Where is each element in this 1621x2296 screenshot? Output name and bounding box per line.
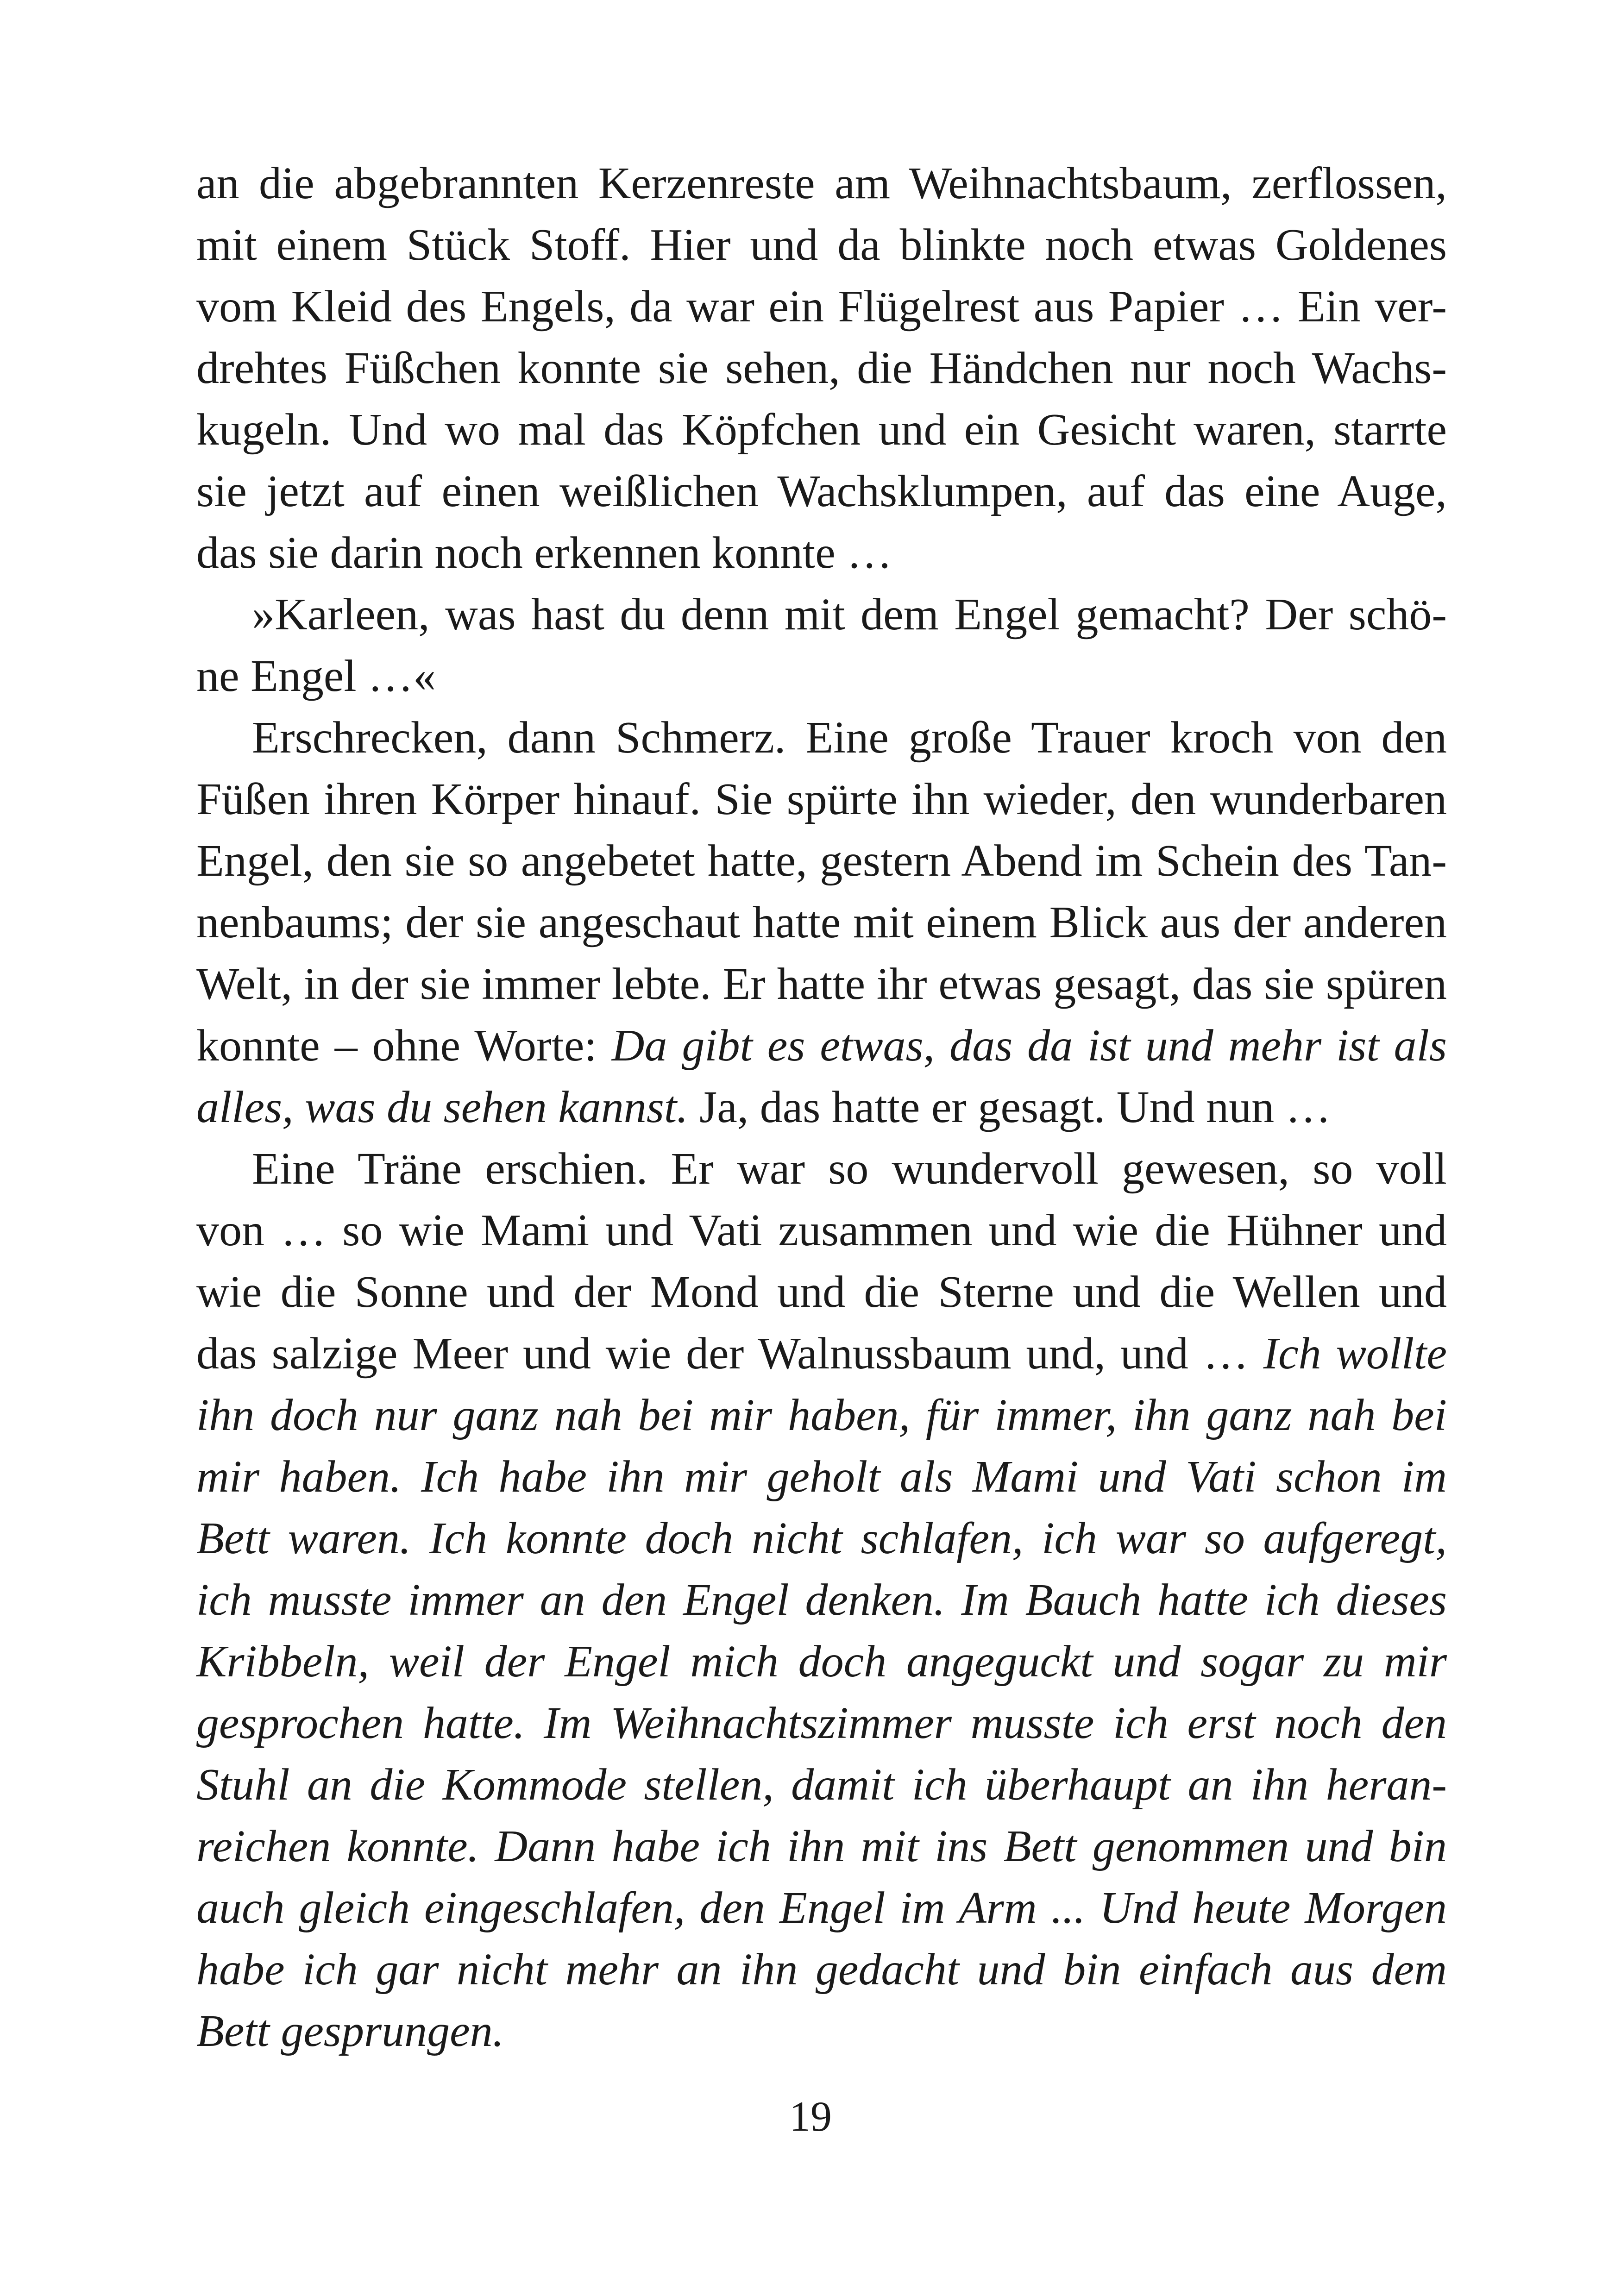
- text-line: vom Kleid des Engels, da war ein Flügelrest aus Papier … Ein ver-: [196, 282, 1447, 332]
- text-line: Eine Träne erschien. Er war so wundervoll gewesen, so voll: [252, 1144, 1447, 1194]
- text-line: kugeln. Und wo mal das Köpfchen und ein Gesicht waren, starrte: [196, 405, 1447, 455]
- text-line: Welt, in der sie immer lebte. Er hatte ihr etwas gesagt, das sie spüren: [196, 959, 1447, 1009]
- text-line: mir haben. Ich habe ihn mir geholt als Mami und Vati schon im: [196, 1452, 1447, 1502]
- text-line: mit einem Stück Stoff. Hier und da blinkte noch etwas Goldenes: [196, 220, 1447, 270]
- text-line: [196, 1323, 1447, 1385]
- text-line: von … so wie Mami und Vati zusammen und wie die Hühner und: [196, 1205, 1447, 1255]
- body-text: [196, 153, 1447, 2062]
- text-segment: Ja, das hatte er gesagt. Und nun …: [688, 1082, 1331, 1132]
- italic-text-segment: Ich wollte: [1263, 1329, 1447, 1379]
- text-line: reichen konnte. Dann habe ich ihn mit ins Bett genommen und bin: [196, 1821, 1447, 1871]
- italic-text-segment: Da gibt es etwas, das da ist und mehr ist als: [611, 1021, 1447, 1071]
- text-line: ihn doch nur ganz nah bei mir haben, für immer, ihn ganz nah bei: [196, 1390, 1447, 1440]
- text-line: [196, 1077, 1447, 1138]
- page-number: 19: [789, 2093, 832, 2140]
- text-line: Kribbeln, weil der Engel mich doch angeguckt und sogar zu mir: [196, 1637, 1447, 1687]
- text-line: [196, 1015, 1447, 1077]
- text-line: Bett waren. Ich konnte doch nicht schlafen, ich war so aufgeregt,: [196, 1513, 1447, 1563]
- text-segment: das salzige Meer und wie der Walnussbaum und, und …: [196, 1329, 1263, 1379]
- text-line: ich musste immer an den Engel denken. Im Bauch hatte ich dieses: [196, 1575, 1447, 1625]
- text-line: sie jetzt auf einen weißlichen Wachsklumpen, auf das eine Auge,: [196, 466, 1447, 516]
- text-line: Engel, den sie so angebetet hatte, gestern Abend im Schein des Tan-: [196, 836, 1447, 886]
- text-line: Füßen ihren Körper hinauf. Sie spürte ihn wieder, den wunderbaren: [196, 774, 1447, 824]
- text-segment: konnte – ohne Worte:: [196, 1021, 612, 1071]
- text-line: Stuhl an die Kommode stellen, damit ich überhaupt an ihn heran-: [196, 1760, 1447, 1810]
- text-line: Bett gesprungen.: [196, 2006, 504, 2056]
- text-line: drehtes Füßchen konnte sie sehen, die Händchen nur noch Wachs-: [196, 343, 1447, 393]
- text-line: wie die Sonne und der Mond und die Sterne und die Wellen und: [196, 1267, 1447, 1317]
- text-line: auch gleich eingeschlafen, den Engel im Arm ... Und heute Morgen: [196, 1883, 1447, 1933]
- text-line: gesprochen hatte. Im Weihnachtszimmer musste ich erst noch den: [196, 1698, 1447, 1748]
- text-line: ne Engel …«: [196, 651, 436, 701]
- text-line: nenbaums; der sie angeschaut hatte mit einem Blick aus der anderen: [196, 897, 1447, 947]
- text-line: das sie darin noch erkennen konnte …: [196, 528, 892, 578]
- text-line: habe ich gar nicht mehr an ihn gedacht und bin einfach aus dem: [196, 1945, 1447, 1995]
- text-line: an die abgebrannten Kerzenreste am Weihnachtsbaum, zerflossen,: [196, 158, 1447, 208]
- text-line: Erschrecken, dann Schmerz. Eine große Trauer kroch von den: [252, 713, 1447, 763]
- text-line: »Karleen, was hast du denn mit dem Engel gemacht? Der schö-: [252, 590, 1447, 640]
- italic-text-segment: alles, was du sehen kannst.: [196, 1082, 688, 1132]
